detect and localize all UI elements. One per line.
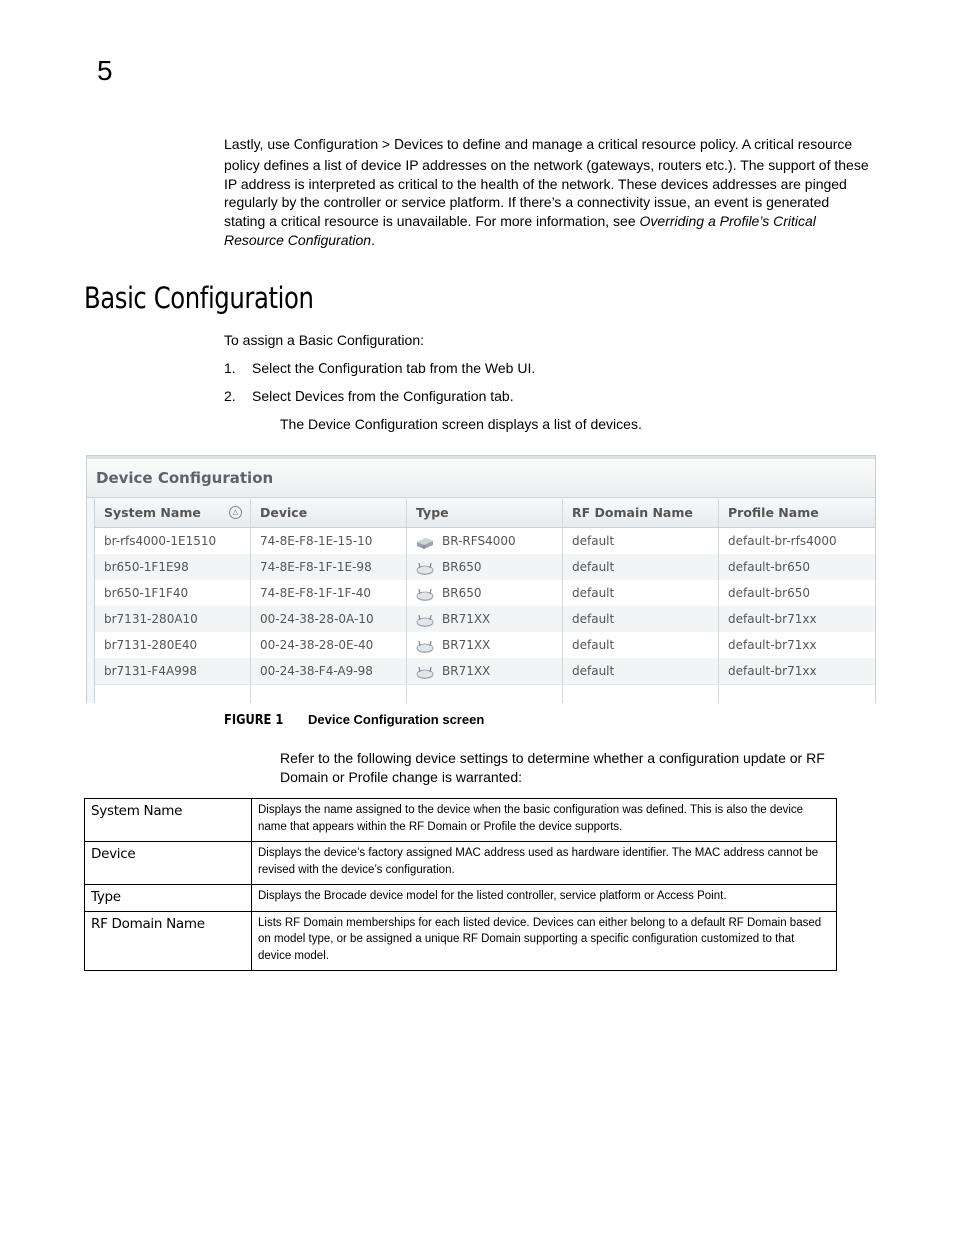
column-header-profile-name[interactable]: Profile Name [719,499,876,527]
step-text: Select the [252,360,319,376]
column-header-system-name[interactable] [95,499,251,527]
cell-type-label: BR71XX [442,612,491,626]
cell-system-name: br650-1F1E98 [95,554,251,580]
cell-type [407,632,563,658]
cell-profile: default-br71xx [719,632,876,658]
cell-rf-domain: default [563,658,719,684]
table-empty-row [95,684,876,703]
table-row[interactable] [95,580,876,606]
procedure-lead: To assign a Basic Configuration: [224,332,424,348]
setting-description: Displays the Brocade device model for the listed controller, service platform or Access Point. [252,885,837,912]
cell-rf-domain: default [563,632,719,658]
cell-type [407,528,563,554]
cell-device: 74-8E-F8-1F-1F-40 [251,580,407,606]
devices-menu-reference: Devices [394,138,444,153]
settings-table-row [85,885,837,912]
section-title: Basic Configuration [84,281,314,315]
intro-text: > [378,136,395,152]
cell-profile: default-br650 [719,554,876,580]
cell-type [407,554,563,580]
settings-table [84,798,837,971]
cell-rf-domain: default [563,528,719,554]
table-row[interactable] [95,658,876,684]
setting-term: RF Domain Name [85,911,252,971]
column-header-type[interactable]: Type [407,499,563,527]
access-point-icon [416,559,434,573]
sort-ascending-icon[interactable]: △ [229,506,242,519]
setting-term: Device [85,842,252,885]
cell-rf-domain: default [563,580,719,606]
table-row[interactable] [95,606,876,632]
cell-profile: default-br71xx [719,658,876,684]
reference-paragraph: Refer to the following device settings to determine whether a configuration update or RF Domain or Profile change is warranted: [280,750,825,785]
cell-system-name: br7131-280A10 [95,606,251,632]
cell-system-name: br-rfs4000-1E1510 [95,528,251,554]
step-text: Select [252,388,295,404]
table-header [95,499,876,528]
cell-system-name: br7131-280E40 [95,632,251,658]
access-point-icon [416,637,434,651]
configuration-menu-reference: Configuration [293,138,379,153]
table-row[interactable] [95,632,876,658]
access-point-icon [416,611,434,625]
cell-device: 74-8E-F8-1E-15-10 [251,528,407,554]
table-row[interactable] [95,528,876,554]
device-table [94,499,876,703]
cell-profile: default-br-rfs4000 [719,528,876,554]
cell-type [407,606,563,632]
cell-device: 00-24-38-F4-A9-98 [251,658,407,684]
cell-rf-domain: default [563,606,719,632]
figure-title: Device Configuration screen [308,712,485,727]
cell-device: 00-24-38-28-0E-40 [251,632,407,658]
cell-type-label: BR71XX [442,638,491,652]
cell-type-label: BR71XX [442,664,491,678]
cross-reference-link[interactable]: Overriding a Profile’s Critical Resource Configuration [224,213,816,248]
settings-table-row [85,911,837,971]
chapter-number: 5 [97,55,113,86]
setting-description: Lists RF Domain memberships for each listed device. Devices can either belong to a default RF Domain based on model type, or be assigned a unique RF Domain supporting a specific configuration customized to that device model. [252,911,837,971]
figure-caption [224,712,484,728]
step-result: The Device Configuration screen displays a list of devices. [280,416,642,432]
step-text: tab from the Web UI. [402,360,536,376]
cell-device: 74-8E-F8-1F-1E-98 [251,554,407,580]
intro-text: . [371,231,375,248]
setting-term: System Name [85,799,252,842]
access-point-icon [416,663,434,677]
cell-type-label: BR650 [442,586,482,600]
procedure-step [224,388,514,405]
setting-term: Type [85,885,252,912]
cell-device: 00-24-38-28-0A-10 [251,606,407,632]
step-ui-reference: Devices [294,390,344,405]
settings-table-row [85,842,837,885]
cell-type-label: BR650 [442,560,482,574]
procedure-step [224,360,535,377]
cell-profile: default-br71xx [719,606,876,632]
access-point-icon [416,585,434,599]
cell-system-name: br7131-F4A998 [95,658,251,684]
cell-rf-domain: default [563,554,719,580]
cell-type [407,580,563,606]
intro-paragraph [224,135,874,250]
cell-type [407,658,563,684]
settings-table-row [85,799,837,842]
intro-text: to define and manage a critical resource policy. A critical resource policy defines a list of device IP addresses on the network (gateways, routers etc.). The support of these IP address is interpreted as critical to the health of the network. These devices addresses are pinged regularly by the controller or service platform. If there’s a connectivity issue, an event is generated stating a critical resource is unavailable. For more information, see [224,136,869,230]
step-number: 1. [224,360,236,376]
cell-system-name: br650-1F1F40 [95,580,251,606]
column-header-rf-domain-name[interactable]: RF Domain Name [563,499,719,527]
column-header-label: System Name [104,505,201,520]
step-number: 2. [224,388,236,404]
intro-text: Lastly, use [224,136,294,152]
cell-type-label: BR-RFS4000 [442,534,516,548]
table-row[interactable] [95,554,876,580]
rfs-switch-icon [416,533,434,547]
cell-profile: default-br650 [719,580,876,606]
step-text: from the Configuration tab. [343,388,514,404]
setting-description: Displays the name assigned to the device when the basic configuration was defined. This is also the device name that appears within the RF Domain or Profile the device supports. [252,799,837,842]
table-body [95,528,876,684]
step-ui-reference: Configuration [318,362,403,377]
screen-title: Device Configuration [87,456,875,498]
figure-label: FIGURE 1 [224,713,284,728]
device-configuration-screenshot [86,455,876,703]
setting-description: Displays the device’s factory assigned MAC address used as hardware identifier. The MAC address cannot be revised with the device’s configuration. [252,842,837,885]
column-header-device[interactable]: Device [251,499,407,527]
